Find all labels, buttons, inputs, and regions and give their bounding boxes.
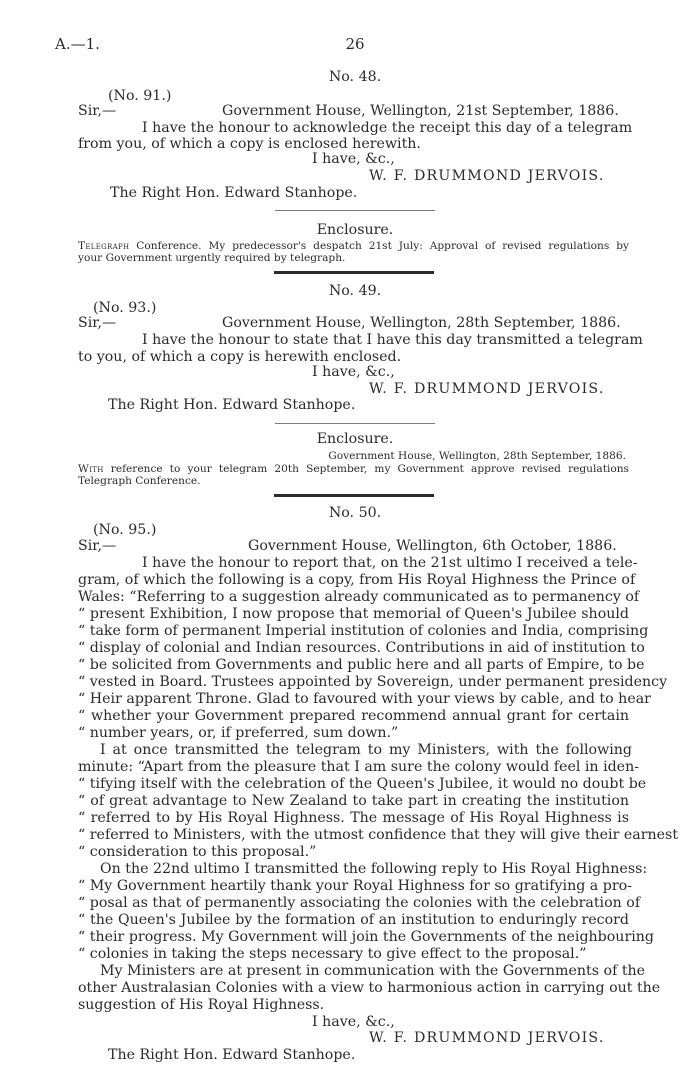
body-line: “ Heir apparent Throne. Glad to favoured with your views by cable, and to hear xyxy=(78,691,651,707)
addressee: The Right Hon. Edward Stanhope. xyxy=(108,1047,356,1063)
despatch-number: (No. 95.) xyxy=(93,522,157,538)
body-line: “ referred to by His Royal Highness. The message of His Royal Highness is xyxy=(78,810,629,826)
enclosure-heading: Enclosure. xyxy=(316,222,394,238)
addressee: The Right Hon. Edward Stanhope. xyxy=(108,397,356,413)
enclosure-lead-word: With xyxy=(78,463,104,475)
body-line: “ colonies in taking the steps necessary to give effect to the proposal.” xyxy=(78,946,587,962)
body-line: other Australasian Colonies with a view to harmonious action in carrying out the xyxy=(78,980,661,996)
body-line: My Ministers are at present in communication with the Governments of the xyxy=(100,963,646,979)
body-line: “ their progress. My Government will join the Governments of the neighbouring xyxy=(78,929,654,945)
body-line: On the 22nd ultimo I transmitted the following reply to His Royal Highness: xyxy=(100,861,648,877)
body-line: “ posal as that of permanently associating the colonies with the celebration of xyxy=(78,895,641,911)
body-line: “ tifying itself with the celebration of the Queen's Jubilee, it would no doubt be xyxy=(78,776,647,792)
body-line: “ number years, or, if preferred, sum down.” xyxy=(78,725,399,741)
body-line: “ My Government heartily thank your Royal Highness for so gratifying a pro- xyxy=(78,878,632,894)
enclosure-line xyxy=(78,463,629,475)
body-line: to you, of which a copy is herewith enclosed. xyxy=(78,349,402,365)
body-line: suggestion of His Royal Highness. xyxy=(78,997,325,1013)
despatch-number: (No. 93.) xyxy=(93,300,157,316)
body-line: “ be solicited from Governments and public here and all parts of Empire, to be xyxy=(78,657,645,673)
place-date: Government House, Wellington, 28th September, 1886. xyxy=(222,315,621,331)
enclosure-place-date: Government House, Wellington, 28th September, 1886. xyxy=(328,450,626,462)
enclosure-lead-word: Telegraph xyxy=(78,240,130,252)
letter-heading: No. 50. xyxy=(328,505,382,521)
body-line: minute: “Apart from the pleasure that I am sure the colony would feel in iden- xyxy=(78,759,640,775)
body-line: gram, of which the following is a copy, from His Royal Highness the Prince of xyxy=(78,572,636,588)
enclosure-line: your Government urgently required by telegraph. xyxy=(78,252,346,264)
closing: I have, &c., xyxy=(312,1014,395,1030)
enclosure-line xyxy=(78,240,629,252)
signature: W. F. DRUMMOND JERVOIS. xyxy=(369,381,605,397)
addressee: The Right Hon. Edward Stanhope. xyxy=(110,185,358,201)
enclosure-heading: Enclosure. xyxy=(316,431,394,447)
separator-rule xyxy=(275,210,435,211)
closing: I have, &c., xyxy=(312,364,395,380)
body-line: from you, of which a copy is enclosed herewith. xyxy=(78,136,421,152)
letter-heading: No. 49. xyxy=(328,283,382,299)
section-rule xyxy=(274,271,434,274)
salutation: Sir,— xyxy=(78,315,117,331)
place-date: Government House, Wellington, 21st September, 1886. xyxy=(222,103,619,119)
signature: W. F. DRUMMOND JERVOIS. xyxy=(369,168,605,184)
enclosure-text: Conference. My predecessor's despatch 21st July: Approval of revised regulations by xyxy=(129,240,629,252)
letter-heading: No. 48. xyxy=(328,69,382,85)
body-line: “ present Exhibition, I now propose that memorial of Queen's Jubilee should xyxy=(78,606,629,622)
body-line: “ display of colonial and Indian resources. Contributions in aid of institution to xyxy=(78,640,645,656)
body-line: I have the honour to acknowledge the receipt this day of a telegram xyxy=(142,120,633,136)
section-rule xyxy=(274,494,434,497)
signature: W. F. DRUMMOND JERVOIS. xyxy=(369,1030,605,1046)
body-line: “ take form of permanent Imperial institution of colonies and India, comprising xyxy=(78,623,649,639)
body-line: “ consideration to this proposal.” xyxy=(78,844,317,860)
body-line: I have the honour to report that, on the 21st ultimo I received a tele- xyxy=(142,555,638,571)
page-number: 26 xyxy=(345,35,365,53)
salutation: Sir,— xyxy=(78,103,117,119)
separator-rule xyxy=(275,423,435,424)
body-line: I at once transmitted the telegram to my Ministers, with the following xyxy=(100,742,632,758)
body-line: Wales: “Referring to a suggestion already communicated as to permanency of xyxy=(78,589,640,605)
closing: I have, &c., xyxy=(312,151,395,167)
body-line: “ whether your Government prepared recommend annual grant for certain xyxy=(78,708,629,724)
body-line: I have the honour to state that I have this day transmitted a telegram xyxy=(142,332,643,348)
body-line: “ vested in Board. Trustees appointed by Sovereign, under permanent presidency xyxy=(78,674,668,690)
salutation: Sir,— xyxy=(78,538,117,554)
document-reference: A.—1. xyxy=(55,35,100,53)
body-line: “ of great advantage to New Zealand to take part in creating the institution xyxy=(78,793,629,809)
enclosure-line: Telegraph Conference. xyxy=(78,475,201,487)
place-date: Government House, Wellington, 6th October, 1886. xyxy=(248,538,617,554)
body-line: “ referred to Ministers, with the utmost confidence that they will give their earnest xyxy=(78,827,679,843)
enclosure-text: reference to your telegram 20th September, my Government approve revised regulations xyxy=(103,463,629,475)
body-line: “ the Queen's Jubilee by the formation of an institution to enduringly record xyxy=(78,912,629,928)
despatch-number: (No. 91.) xyxy=(108,88,172,104)
